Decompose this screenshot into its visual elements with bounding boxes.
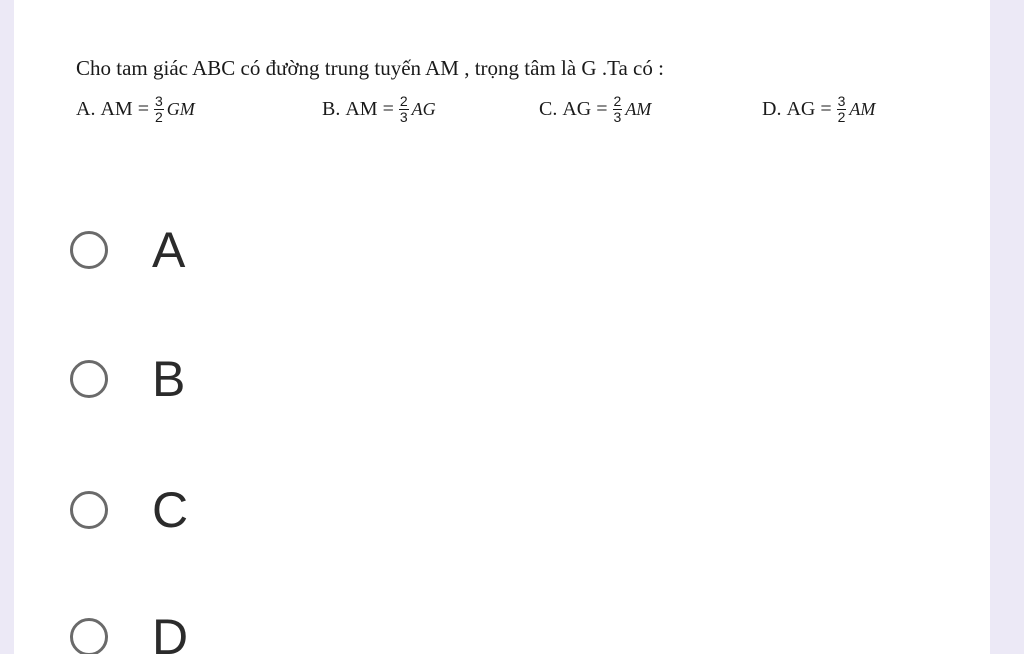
choice-c-equals: = [596, 98, 608, 120]
choice-a-rhs: GM [166, 99, 195, 119]
choice-b-prefix: B. [322, 98, 341, 120]
option-d[interactable] [70, 609, 189, 654]
radio-circle-icon[interactable] [70, 491, 108, 529]
choice-d-numerator: 3 [837, 93, 846, 109]
option-d-label: D [152, 609, 189, 654]
choice-d-prefix: D. [762, 98, 782, 120]
option-c[interactable] [70, 482, 189, 538]
choice-a [76, 94, 195, 125]
choice-b-fraction [399, 94, 409, 125]
option-b-label: B [152, 351, 186, 407]
choice-b-denominator: 3 [399, 109, 408, 125]
choice-a-numerator: 3 [154, 93, 163, 109]
choice-c-fraction [613, 94, 623, 125]
choice-b-rhs: AG [411, 99, 436, 119]
option-a[interactable] [70, 222, 186, 278]
choice-c-rhs: AM [625, 99, 652, 119]
question-card [14, 0, 990, 654]
choice-d-lhs: AG [786, 98, 816, 120]
choice-a-denominator: 2 [154, 109, 163, 125]
radio-circle-icon[interactable] [70, 618, 108, 654]
choice-c-denominator: 3 [613, 109, 622, 125]
choice-b [322, 94, 436, 125]
choice-c [539, 94, 651, 125]
choice-c-lhs: AG [562, 98, 592, 120]
choice-d-denominator: 2 [837, 109, 846, 125]
choice-d-rhs: AM [849, 99, 876, 119]
option-c-label: C [152, 482, 189, 538]
choice-a-lhs: AM [100, 98, 133, 120]
choice-a-equals: = [137, 98, 149, 120]
right-margin [990, 0, 1024, 654]
choice-c-prefix: C. [539, 98, 558, 120]
choice-b-lhs: AM [345, 98, 378, 120]
option-b[interactable] [70, 351, 186, 407]
choice-c-numerator: 2 [613, 93, 622, 109]
option-a-label: A [152, 222, 186, 278]
choice-a-prefix: A. [76, 98, 96, 120]
choice-a-fraction [154, 94, 164, 125]
choice-d-equals: = [820, 98, 832, 120]
choice-b-equals: = [382, 98, 394, 120]
choice-b-numerator: 2 [399, 93, 408, 109]
question-text: Cho tam giác ABC có đường trung tuyến AM , trọng tâm là G .Ta có : [76, 56, 664, 80]
choice-d [762, 94, 875, 125]
choice-d-fraction [837, 94, 847, 125]
radio-circle-icon[interactable] [70, 231, 108, 269]
radio-circle-icon[interactable] [70, 360, 108, 398]
